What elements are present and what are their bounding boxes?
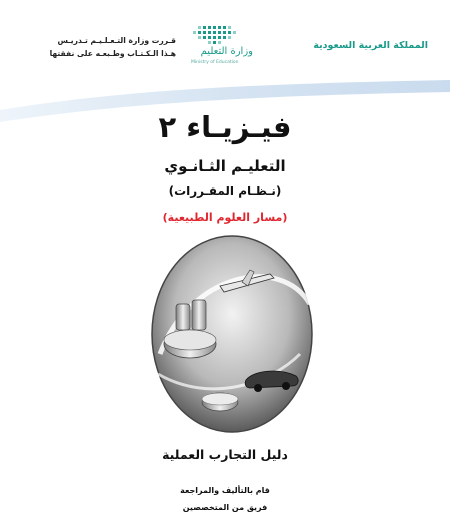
credit-line: قام بالتأليف والمراجعة [180,486,270,495]
ministry-name-arabic: وزارة التعليم [200,46,253,57]
logo-dots-icon [183,24,253,46]
ministry-name-english: Ministry of Education [191,60,239,65]
decree-line: هـذا الـكـتـاب وطـبعـه على نفقتها [49,49,176,58]
cover-illustration [150,234,314,434]
ministry-logo [183,24,253,66]
decree-line: قـررت وزارة التـعـلـيـم تـدريـس [57,36,176,45]
decree-text [36,34,176,60]
book-title: فيـزيـاء ٢ [158,110,292,144]
kingdom-name: المملكة العربية السعودية [313,40,428,51]
education-level: التعليـم الثـانـوي [164,157,286,175]
credit-line: فريق من المتخصصين [182,503,268,512]
course-system: (نـظـام المقـررات) [168,184,282,198]
study-track: (مسار العلوم الطبيعية) [162,211,288,224]
lab-guide-title: دليل التجارب العملية [162,447,288,462]
header [0,0,450,80]
